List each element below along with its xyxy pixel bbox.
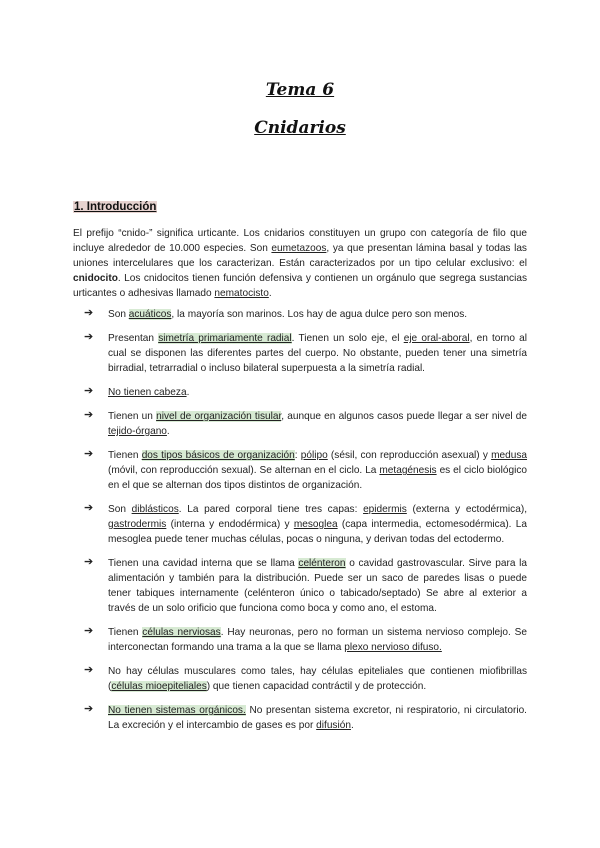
item-text: Tienen [108,450,142,461]
key-term: medusa [491,450,528,461]
intro-text: , ya que presentan lámina basal y todas las uniones intercelulares que los caracterizan. Están caracterizados por un tipo celular exclusivo: el [73,243,527,269]
key-term: celénteron [298,558,346,569]
item-text: No hay células musculares como tales, hay células epiteliales que contienen miofibrillas ( [108,666,527,692]
item-text: . [186,387,190,398]
document-title: Tema 6 [265,80,335,100]
intro-paragraph [73,226,527,301]
term-nematocisto: nematocisto [214,288,269,299]
key-term: metagénesis [379,465,437,476]
key-term: células nerviosas [142,627,221,638]
list-item [73,385,527,400]
key-term: difusión [316,720,351,731]
item-text: . [350,720,354,731]
item-text: , en torno al cual se disponen las diferentes partes del cuerpo. No obstante, pueden tener una simetría birradial, tetrarradial o incluso bilateral superpuesta a la simetría radial. [108,333,528,374]
arrow-icon: ➔ [84,556,94,568]
intro-text: El prefijo “cnido-” significa urticante. Los cnidarios constituyen un grupo con categoría de filo que incluye alrededor de 10.000 especies. Son [73,228,527,254]
key-term: No tienen sistemas orgánicos. [108,705,246,716]
key-term: acuáticos [128,309,172,320]
item-text: : [294,450,301,461]
intro-text: . [268,288,272,299]
key-term: plexo nervioso difuso. [344,642,442,653]
arrow-icon: ➔ [84,703,94,715]
item-text: . Hay neuronas, pero no forman un sistema nervioso complejo. Se interconectan formando una trama a la que se llama [108,627,527,653]
key-term: No tienen cabeza [108,387,187,398]
item-text: (capa intermedia, ectomesodérmica). La mesoglea puede tener muchas células, pocas o ninguna, y derivan todas del ectodermo. [108,519,527,545]
arrow-icon: ➔ [84,502,94,514]
arrow-icon: ➔ [84,409,94,421]
key-term: epidermis [363,504,407,515]
item-text: (externa y ectodérmica), [406,504,527,515]
item-text: , la mayoría son marinos. Los hay de agua dulce pero son menos. [171,309,468,320]
key-term: nivel de organización tisular [156,411,282,422]
item-text: . Tienen un solo eje, el [291,333,404,344]
section-heading: 1. Introducción [74,201,157,213]
item-text: o cavidad gastrovascular. Sirve para la alimentación y también para la distribución. Puede ser un saco de paredes lisas o puede tener tabiques internamente (celénteron único o tabicado/septado) Se abre al exterior a través de un solo orificio que funciona como boca y como ano, el estoma. [108,558,527,614]
item-text: (sésil, con reproducción asexual) y [327,450,492,461]
item-text: No presentan sistema excretor, ni respiratorio, ni circulatorio. La excreción y el intercambio de gases es por [108,705,527,731]
item-text: Son [108,504,132,515]
list-item [73,664,527,694]
key-term: dos tipos básicos de organización [141,450,295,461]
list-item [73,625,527,655]
item-text: Tienen una cavidad interna que se llama [108,558,299,569]
item-text: Tienen un [108,411,157,422]
list-item [73,409,527,439]
document-subtitle: Cnidarios [254,118,346,138]
arrow-icon: ➔ [84,625,94,637]
characteristics-list [73,307,527,742]
item-text: ) que tienen capacidad contráctil y de protección. [206,681,427,692]
list-item [73,331,527,376]
item-text: Tienen [108,627,143,638]
arrow-icon: ➔ [84,385,94,397]
item-text: Presentan [108,333,159,344]
list-item [73,502,527,547]
item-text: (interna y endodérmica) y [166,519,294,530]
arrow-icon: ➔ [84,664,94,676]
key-term: gastrodermis [108,519,167,530]
term-cnidocito: cnidocito [73,273,118,284]
key-term: eje oral-aboral [403,333,470,344]
item-text: Son [108,309,129,320]
term-eumetazoos: eumetazoos [271,243,327,254]
arrow-icon: ➔ [84,307,94,319]
item-text: es el ciclo biológico en el que se alternan dos tipos distintos de organización. [108,465,527,491]
key-term: simetría primariamente radial [158,333,292,344]
arrow-icon: ➔ [84,331,94,343]
list-item [73,307,527,322]
list-item [73,703,527,733]
list-item [73,556,527,616]
item-text: . La pared corporal tiene tres capas: [178,504,364,515]
key-term: tejido-órgano [108,426,167,437]
key-term: pólipo [300,450,328,461]
key-term: mesoglea [293,519,338,530]
key-term: diblásticos [131,504,179,515]
intro-text: . Los cnidocitos tienen función defensiva y contienen un orgánulo que segrega sustancias urticantes o adhesivas llamado [73,273,527,299]
list-item [73,448,527,493]
item-text: (móvil, con reproducción sexual). Se alternan en el ciclo. La [108,465,380,476]
item-text: , aunque en algunos casos puede llegar a ser nivel de [281,411,527,422]
item-text: . [166,426,170,437]
arrow-icon: ➔ [84,448,94,460]
key-term: células mioepiteliales [111,681,207,692]
